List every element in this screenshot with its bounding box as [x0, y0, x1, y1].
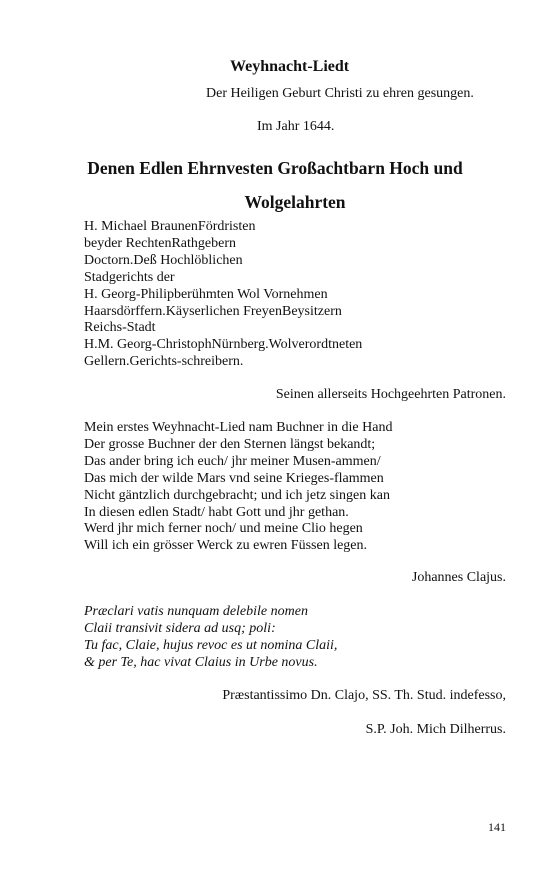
addressee-line: H. Michael BraunenFördristen	[84, 219, 256, 234]
poem-line: Der grosse Buchner der den Sternen längst bekandt;	[84, 436, 376, 452]
addressee-list	[84, 219, 362, 371]
addressee-line: Stadgerichts der	[84, 269, 175, 285]
latin-line: & per Te, hac vivat Claius in Urbe novus.	[84, 654, 318, 670]
addressee-line: Doctorn.Deß Hochlöblichen	[84, 252, 243, 268]
addressee-line: H.M. Georg-ChristophNürnberg.Wolverordtneten	[84, 337, 363, 353]
latin-dedication: Præstantissimo Dn. Clajo, SS. Th. Stud. indefesso,	[222, 688, 506, 703]
latin-line: Claii transivit sidera ad usq; poli:	[84, 620, 276, 636]
latin-line: Præclari vatis nunquam delebile nomen	[84, 604, 308, 619]
latin-signature: S.P. Joh. Mich Dilherrus.	[365, 722, 506, 737]
poem-line: Das ander bring ich euch/ jhr meiner Musen-ammen/	[84, 453, 381, 469]
addressee-line: Haarsdörffern.Käyserlichen FreyenBeysitzern	[84, 303, 342, 319]
poem-line: Das mich der wilde Mars vnd seine Krieges-flammen	[84, 470, 384, 486]
poem-title: Weyhnacht-Liedt	[230, 58, 350, 75]
page-number: 141	[488, 820, 506, 834]
latin-verse	[84, 604, 337, 672]
poem-stanza	[84, 420, 392, 555]
dedication-line-2: Wolgelahrten	[244, 192, 346, 212]
author-signature: Johannes Clajus.	[411, 570, 506, 585]
poem-line: Will ich ein grösser Werck zu ewren Füssen legen.	[84, 538, 368, 554]
dedication-line-1: Denen Edlen Ehrnvesten Großachtbarn Hoch und	[87, 158, 463, 178]
poem-line: Werd jhr mich ferner noch/ und meine Clio hegen	[84, 521, 363, 537]
poem-line: In diesen edlen Stadt/ habt Gott und jhr gethan.	[84, 504, 349, 520]
salutation: Seinen allerseits Hochgeehrten Patronen.	[275, 387, 506, 402]
addressee-line: beyder RechtenRathgebern	[84, 235, 236, 251]
addressee-line: Gellern.Gerichts-schreibern.	[84, 354, 244, 370]
poem-line: Mein erstes Weyhnacht-Lied nam Buchner in die Hand	[84, 420, 393, 435]
poem-year: Im Jahr 1644.	[257, 119, 335, 134]
poem-subtitle: Der Heiligen Geburt Christi zu ehren gesungen.	[206, 86, 474, 101]
addressee-line: H. Georg-Philipberühmten Wol Vornehmen	[84, 286, 328, 302]
latin-line: Tu fac, Claie, hujus revoc es ut nomina Claii,	[84, 637, 338, 653]
addressee-line: Reichs-Stadt	[84, 320, 156, 336]
poem-line: Nicht gäntzlich durchgebracht; und ich jetz singen kan	[84, 487, 390, 503]
